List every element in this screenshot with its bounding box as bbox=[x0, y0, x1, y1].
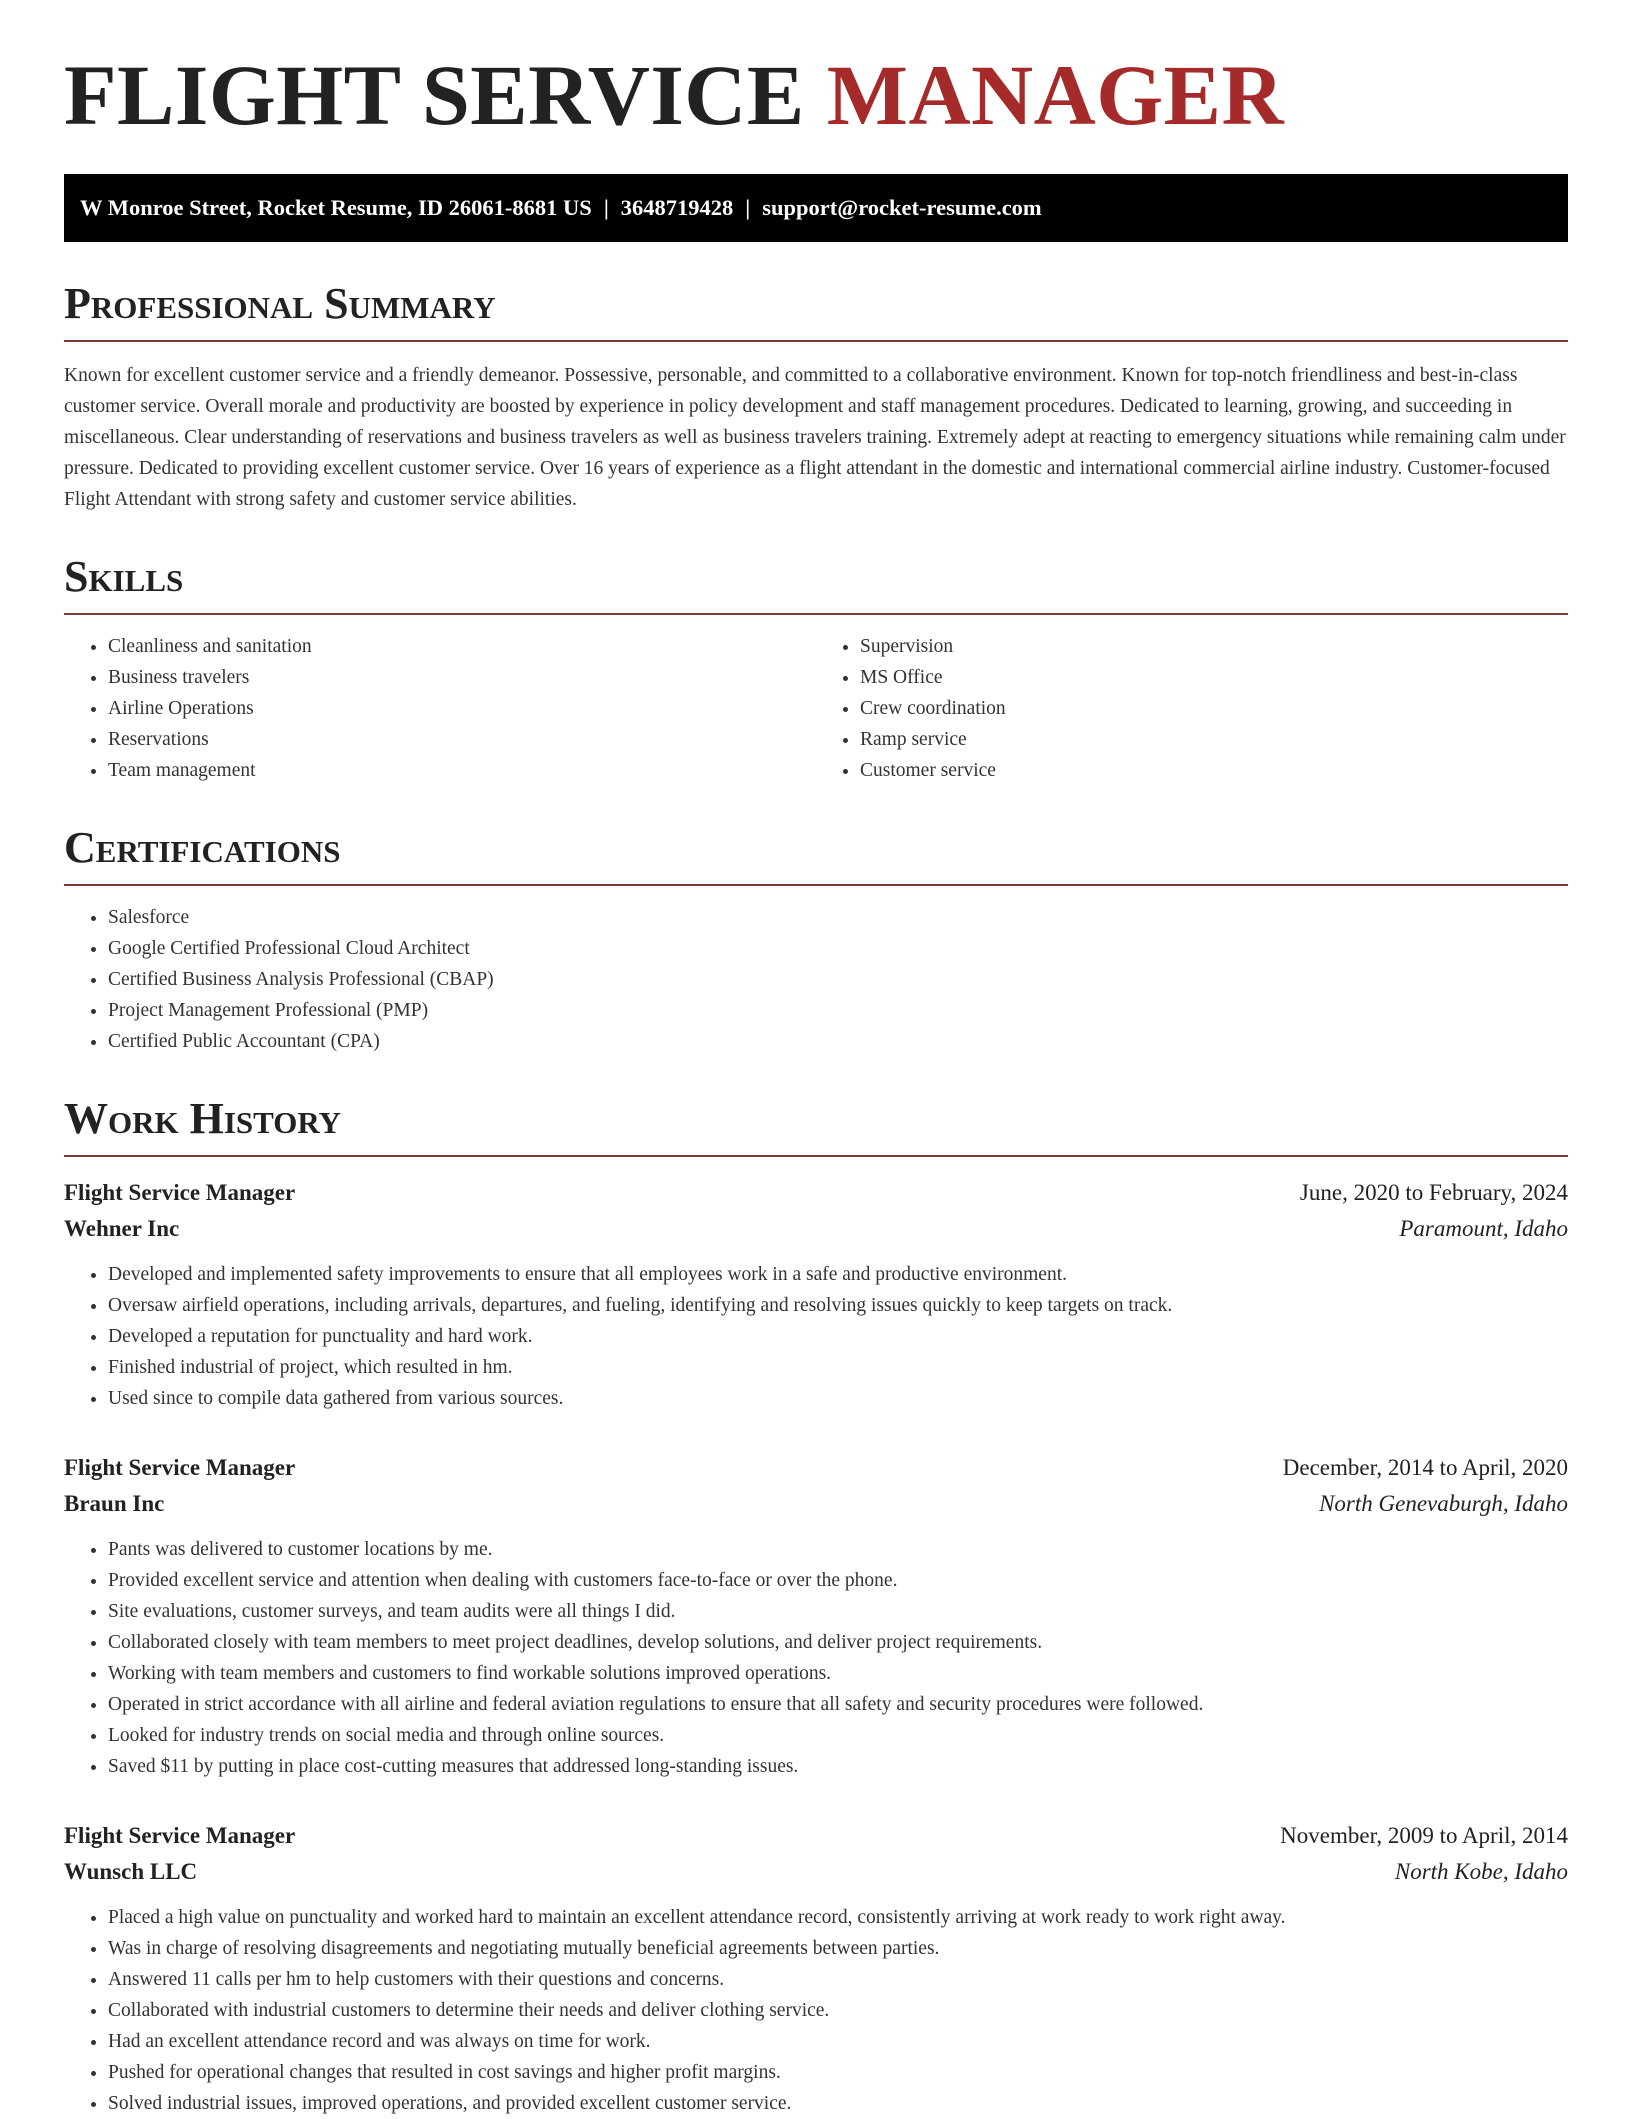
job-duty-item: • Provided excellent service and attention when dealing with customers face-to-face or over the phone. bbox=[108, 1565, 1568, 1596]
summary-text: Known for excellent customer service and a friendly demeanor. Possessive, personable, and committed to a collaborative environment. Known for top-notch friendliness and best-in-class customer service. Overall morale and productivity are boosted by experience in policy development and staff management procedures. Dedicated to learning, growing, and succeeding in miscellaneous. Clear understanding of reservations and business travelers as well as business travelers training. Extremely adept at reacting to emergency situations while remaining calm under pressure. Dedicated to providing excellent customer service. Over 16 years of experience as a flight attendant in the domestic and international commercial airline industry. Customer-focused Flight Attendant with strong safety and customer service abilities. bbox=[64, 365, 1566, 510]
job-duty-item: • Collaborated with industrial customers to determine their needs and deliver clothing service. bbox=[108, 1995, 1568, 2026]
job-header-row bbox=[64, 1175, 1568, 1211]
job-header-row bbox=[64, 1818, 1568, 1854]
contact-phone: 3648719428 bbox=[620, 195, 734, 220]
title-accent: MANAGER bbox=[826, 47, 1285, 143]
job-title: Flight Service Manager bbox=[64, 1823, 296, 1848]
contact-bar bbox=[64, 174, 1568, 242]
job-duty-item: • Was in charge of resolving disagreements and negotiating mutually beneficial agreements between parties. bbox=[108, 1933, 1568, 1964]
job-duties bbox=[64, 1259, 1568, 1414]
skill-item: • Customer service bbox=[860, 755, 1568, 786]
job-location: Paramount, Idaho bbox=[1399, 1216, 1568, 1241]
job-duty-item: • Looked for industry trends on social media and through online sources. bbox=[108, 1720, 1568, 1751]
skills-heading: Skills bbox=[64, 555, 1568, 615]
contact-separator: | bbox=[603, 195, 609, 220]
skills-list-right bbox=[816, 631, 1568, 786]
job-header-row bbox=[64, 1450, 1568, 1486]
skill-item: • Airline Operations bbox=[108, 693, 816, 724]
contact-separator: | bbox=[745, 195, 751, 220]
job-location: North Genevaburgh, Idaho bbox=[1319, 1491, 1568, 1516]
job-dates: November, 2009 to April, 2014 bbox=[1280, 1823, 1568, 1848]
skill-item: • Ramp service bbox=[860, 724, 1568, 755]
job-duty-item: • Pushed for operational changes that resulted in cost savings and higher profit margins. bbox=[108, 2057, 1568, 2088]
job-duty-item: • Developed a reputation for punctuality and hard work. bbox=[108, 1321, 1568, 1352]
skill-item: • Reservations bbox=[108, 724, 816, 755]
certification-item: • Certified Public Accountant (CPA) bbox=[108, 1026, 1568, 1057]
skill-item: • Business travelers bbox=[108, 662, 816, 693]
job-duty-item: • Finished industrial of project, which resulted in hm. bbox=[108, 1352, 1568, 1383]
job-duty-item: • Had an excellent attendance record and was always on time for work. bbox=[108, 2026, 1568, 2057]
job-duty-item: • Developed and implemented safety improvements to ensure that all employees work in a safe and productive environment. bbox=[108, 1259, 1568, 1290]
job-duty-item: • Operated in strict accordance with all airline and federal aviation regulations to ensure that all safety and security procedures were followed. bbox=[108, 1689, 1568, 1720]
skill-item: • Crew coordination bbox=[860, 693, 1568, 724]
certification-item: • Google Certified Professional Cloud Architect bbox=[108, 933, 1568, 964]
job-title: Flight Service Manager bbox=[64, 1180, 296, 1205]
certifications-heading: Certifications bbox=[64, 826, 1568, 886]
job-duty-item: • Used since to compile data gathered from various sources. bbox=[108, 1383, 1568, 1414]
skill-item: • MS Office bbox=[860, 662, 1568, 693]
job-entry bbox=[64, 1175, 1568, 1414]
contact-address: W Monroe Street, Rocket Resume, ID 26061-8681 US bbox=[80, 195, 592, 220]
job-duty-item: • Working with team members and customers to find workable solutions improved operations. bbox=[108, 1658, 1568, 1689]
job-duty-item: • Placed a high value on punctuality and worked hard to maintain an excellent attendance record, consistently arriving at work ready to work right away. bbox=[108, 1902, 1568, 1933]
title-main: FLIGHT SERVICE bbox=[64, 47, 805, 143]
job-duty-item: • Answered 11 calls per hm to help customers with their questions and concerns. bbox=[108, 1964, 1568, 1995]
job-duty-item: • Oversaw airfield operations, including arrivals, departures, and fueling, identifying and resolving issues quickly to keep targets on track. bbox=[108, 1290, 1568, 1321]
job-company-row bbox=[64, 1486, 1568, 1522]
job-duties bbox=[64, 1902, 1568, 2119]
work-history-section bbox=[64, 1094, 1568, 2119]
job-company: Braun Inc bbox=[64, 1491, 165, 1516]
skills-grid bbox=[64, 631, 1568, 786]
job-duty-item: • Collaborated closely with team members to meet project deadlines, develop solutions, and deliver project requirements. bbox=[108, 1627, 1568, 1658]
job-location: North Kobe, Idaho bbox=[1394, 1859, 1568, 1884]
summary-heading: Professional Summary bbox=[64, 282, 1568, 342]
job-company: Wehner Inc bbox=[64, 1216, 180, 1241]
skill-item: • Supervision bbox=[860, 631, 1568, 662]
skills-list-left bbox=[64, 631, 816, 786]
job-dates: June, 2020 to February, 2024 bbox=[1299, 1180, 1568, 1205]
job-duty-item: • Solved industrial issues, improved operations, and provided excellent customer service. bbox=[108, 2088, 1568, 2119]
job-title: Flight Service Manager bbox=[64, 1455, 296, 1480]
job-company-row bbox=[64, 1211, 1568, 1247]
certification-item: • Certified Business Analysis Professional (CBAP) bbox=[108, 964, 1568, 995]
work-history-heading: Work History bbox=[64, 1097, 1568, 1157]
job-duties bbox=[64, 1534, 1568, 1782]
job-entry bbox=[64, 1450, 1568, 1782]
job-company: Wunsch LLC bbox=[64, 1859, 198, 1884]
certification-item: • Salesforce bbox=[108, 902, 1568, 933]
page-title bbox=[64, 47, 1568, 143]
certification-item: • Project Management Professional (PMP) bbox=[108, 995, 1568, 1026]
job-duty-item: • Site evaluations, customer surveys, and team audits were all things I did. bbox=[108, 1596, 1568, 1627]
job-company-row bbox=[64, 1854, 1568, 1890]
contact-email: support@rocket-resume.com bbox=[762, 195, 1042, 220]
summary-section bbox=[64, 279, 1568, 515]
job-duty-item: • Saved $11 by putting in place cost-cutting measures that addressed long-standing issues. bbox=[108, 1751, 1568, 1782]
job-dates: December, 2014 to April, 2020 bbox=[1282, 1455, 1568, 1480]
skills-section bbox=[64, 552, 1568, 786]
job-duty-item: • Pants was delivered to customer locations by me. bbox=[108, 1534, 1568, 1565]
skill-item: • Team management bbox=[108, 755, 816, 786]
certifications-list bbox=[64, 902, 1568, 1057]
skill-item: • Cleanliness and sanitation bbox=[108, 631, 816, 662]
job-entry bbox=[64, 1818, 1568, 2119]
certifications-section bbox=[64, 823, 1568, 1057]
